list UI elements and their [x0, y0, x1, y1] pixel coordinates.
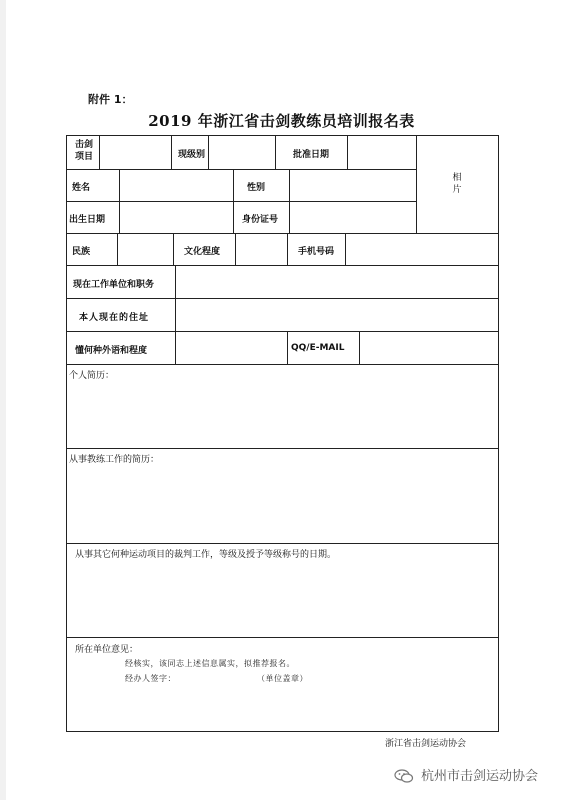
language-label: 懂何种外语和程度 — [75, 346, 148, 356]
registration-form — [66, 135, 499, 732]
name-label: 姓名 — [72, 183, 91, 193]
current-level-label: 现级别 — [178, 150, 206, 160]
grid-line — [275, 136, 276, 169]
verification-note: 经核实，该同志上述信息属实，拟推荐报名。 — [125, 659, 295, 668]
fencing-item-label-line1: 击剑 — [74, 140, 93, 150]
id-number-label: 身份证号 — [242, 215, 279, 225]
grid-line — [171, 136, 172, 169]
work-unit-field[interactable] — [176, 266, 497, 297]
attachment-label: 附件 1： — [88, 93, 133, 106]
personal-resume-label: 个人简历： — [69, 371, 115, 381]
grid-line — [67, 637, 498, 638]
grid-line — [173, 233, 174, 265]
address-field[interactable] — [176, 299, 497, 330]
photo-label — [451, 172, 463, 196]
fencing-item-field[interactable] — [100, 137, 170, 168]
handler-signature-label: 经办人签字： — [125, 674, 176, 683]
watermark-account-name: 杭州市击剑运动协会 — [421, 769, 539, 784]
work-unit-label: 现在工作单位和职务 — [73, 280, 155, 290]
ethnicity-field[interactable] — [118, 234, 172, 264]
grid-line — [233, 169, 234, 233]
current-level-field[interactable] — [209, 137, 274, 168]
approval-date-label: 批准日期 — [293, 150, 330, 160]
grid-line — [67, 364, 498, 365]
photo-label-char1: 相 — [452, 173, 462, 183]
grid-line — [67, 543, 498, 544]
grid-line — [287, 233, 288, 265]
personal-resume-field[interactable] — [68, 381, 497, 447]
phone-field[interactable] — [346, 234, 497, 264]
fencing-item-label-line2: 项目 — [74, 152, 93, 162]
photo-label-char2: 片 — [452, 185, 462, 195]
ethnicity-label: 民族 — [72, 247, 91, 257]
birth-date-label: 出生日期 — [69, 215, 106, 225]
id-number-field[interactable] — [290, 202, 415, 232]
fencing-item-label — [69, 139, 99, 163]
email-field[interactable] — [360, 332, 497, 363]
approval-date-field[interactable] — [348, 137, 415, 168]
form-title: 2019 年浙江省击剑教练员培训报名表 — [148, 112, 415, 130]
unit-opinion-field[interactable] — [68, 686, 497, 730]
email-label: QQ/E-MAIL — [291, 343, 345, 353]
unit-seal-label: （单位盖章） — [257, 674, 308, 683]
coaching-resume-label: 从事教练工作的简历： — [69, 455, 160, 465]
coaching-resume-field[interactable] — [68, 465, 497, 542]
referee-work-label: 从事其它何种运动项目的裁判工作，等级及授予等级称号的日期。 — [75, 550, 337, 560]
gender-label: 性别 — [247, 183, 266, 193]
education-field[interactable] — [236, 234, 286, 264]
footer-organization: 浙江省击剑运动协会 — [385, 739, 467, 749]
address-label: 本人现在的住址 — [79, 313, 150, 323]
name-field[interactable] — [120, 170, 232, 200]
wechat-icon — [394, 768, 414, 782]
birth-date-field[interactable] — [120, 202, 232, 232]
gender-field[interactable] — [290, 170, 415, 200]
language-field[interactable] — [176, 332, 286, 363]
referee-work-field[interactable] — [68, 560, 497, 636]
phone-label: 手机号码 — [298, 247, 335, 257]
education-label: 文化程度 — [184, 247, 221, 257]
grid-line — [287, 331, 288, 364]
grid-line — [67, 448, 498, 449]
unit-opinion-label: 所在单位意见： — [75, 645, 139, 655]
